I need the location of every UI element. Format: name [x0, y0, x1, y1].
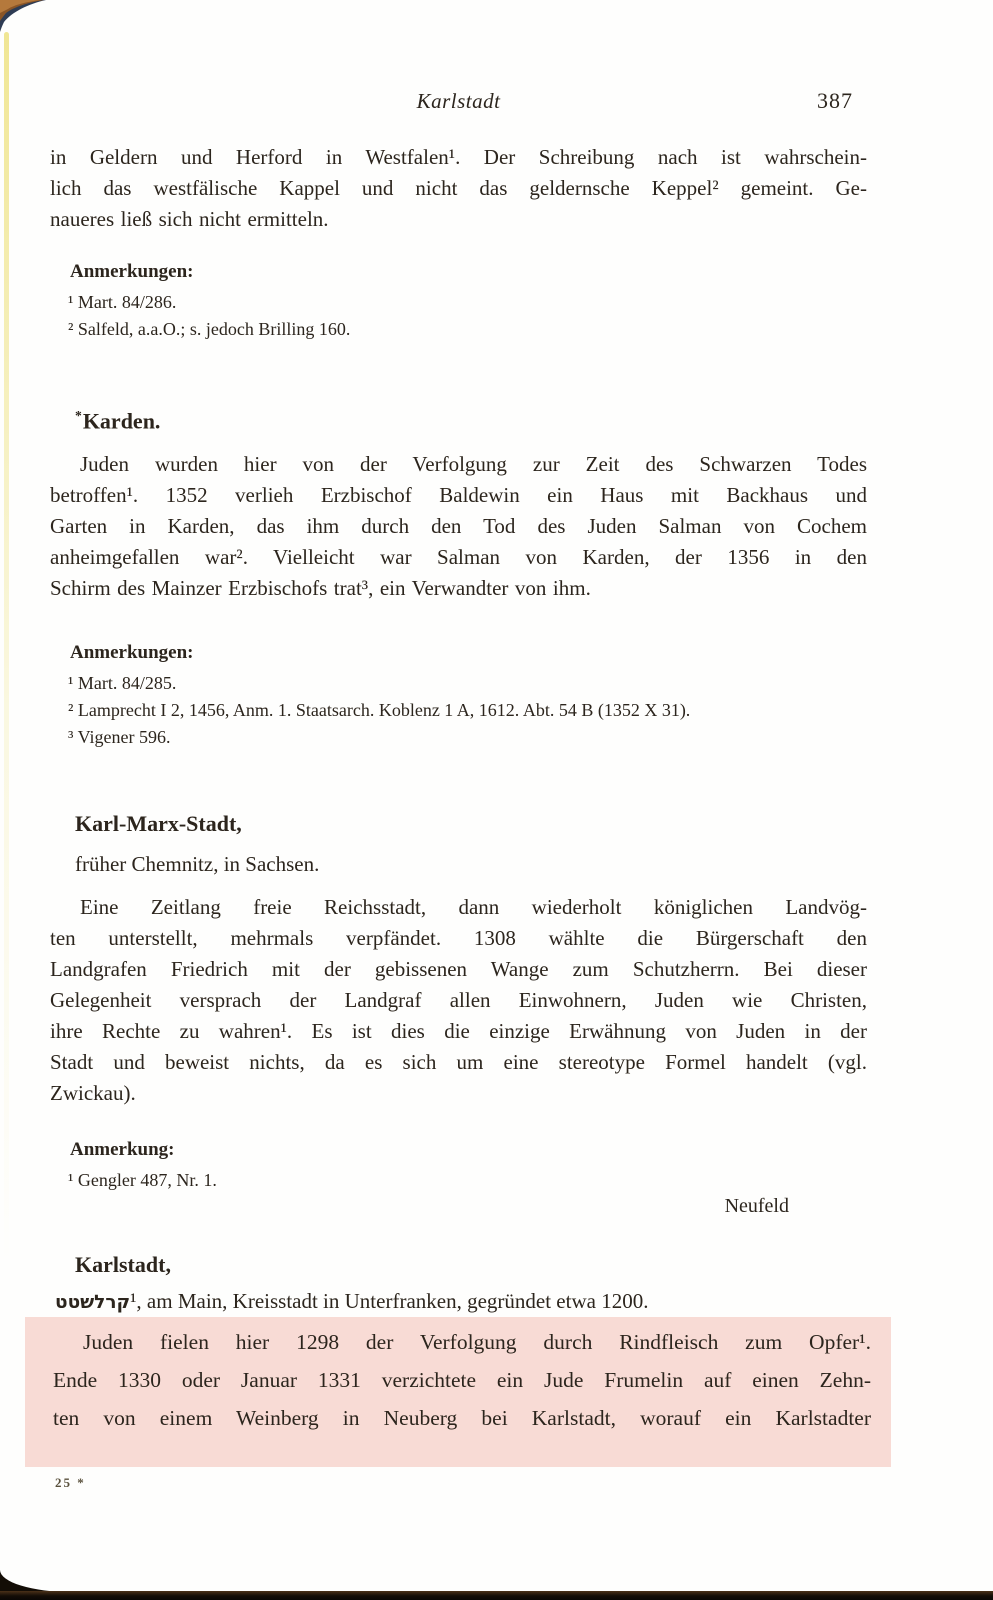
footnotes-kappel [50, 259, 867, 343]
text-line: Landgrafen Friedrich mit der gebissenen Wange zum Schutzherrn. Bei dieser [50, 957, 867, 982]
text-line: Ende 1330 oder Januar 1331 verzichtete ein Jude Frumelin auf einen Zehn- [53, 1368, 871, 1393]
text-line: ihre Rechte zu wahren¹. Es ist dies die einzige Erwähnung von Juden in der [50, 1019, 867, 1044]
paragraph-karl-marx-stadt [50, 892, 867, 1109]
text-line: in Geldern und Herford in Westfalen¹. Der Schreibung nach ist wahrschein- [50, 145, 867, 169]
text-line: Juden wurden hier von der Verfolgung zur Zeit des Schwarzen Todes [80, 452, 867, 477]
footnotes-heading: Anmerkungen: [70, 642, 194, 664]
section-heading-karden [50, 401, 867, 435]
footnote-list [50, 670, 867, 751]
page-number: 387 [817, 88, 853, 113]
text-line: Juden fielen hier 1298 der Verfolgung durch Rindfleisch zum Opfer¹. [83, 1330, 871, 1355]
footnotes-heading: Anmerkung: [70, 1139, 175, 1161]
section-heading-label: Karden. [82, 408, 161, 434]
text-line: ¹ Mart. 84/286. [68, 292, 177, 312]
hebrew-place-name: קרלשטט [55, 1292, 131, 1314]
author-signature: Neufeld [724, 1195, 789, 1218]
footnote-list [50, 1167, 867, 1194]
text-line: ² Lamprecht I 2, 1456, Anm. 1. Staatsarch. Koblenz 1 A, 1612. Abt. 54 B (1352 X 31). [68, 700, 691, 721]
section-subtitle: früher Chemnitz, in Sachsen. [75, 852, 320, 877]
footnotes-heading: Anmerkungen: [70, 261, 194, 282]
section-heading-karl-marx-stadt: Karl-Marx-Stadt, [75, 811, 242, 837]
running-header: Karlstadt [416, 89, 501, 113]
text-line: betroffen¹. 1352 verlieh Erzbischof Baldewin ein Haus mit Backhaus und [50, 483, 867, 508]
text-line: anheimgefallen war². Vielleicht war Salman von Karden, der 1356 in den [50, 545, 867, 570]
text-line: ¹ Mart. 84/285. [68, 673, 177, 694]
page-bottom-edge [0, 1591, 993, 1600]
text-line: Schirm des Mainzer Erzbischofs trat³, ein Verwandter von ihm. [50, 576, 591, 601]
text-line: Garten in Karden, das ihm durch den Tod des Juden Salman von Cochem [50, 514, 867, 539]
text-line: Gelegenheit versprach der Landgraf allen Einwohnern, Juden wie Christen, [50, 988, 867, 1013]
text-line: lich das westfälische Kappel und nicht das geldernsche Keppel² gemeint. Ge- [50, 176, 867, 200]
section-heading-karlstadt: Karlstadt, [75, 1252, 171, 1278]
text-line: Stadt und beweist nichts, da es sich um eine stereotype Formel handelt (vgl. [50, 1050, 867, 1075]
paragraph-kappel-continued [50, 142, 867, 235]
footnotes-karl-marx-stadt [50, 1137, 867, 1194]
text-line: Eine Zeitlang freie Reichsstadt, dann wiederholt königlichen Landvög- [80, 895, 867, 920]
karlstadt-intro-line [50, 1287, 867, 1317]
text-line: naueres ließ sich nicht ermitteln. [50, 207, 329, 231]
text-line: ten unterstellt, mehrmals verpfändet. 1308 wählte die Bürgerschaft den [50, 926, 867, 951]
text-line: ² Salfeld, a.a.O.; s. jedoch Brilling 160. [68, 319, 351, 339]
text-line: ¹ Gengler 487, Nr. 1. [68, 1170, 217, 1191]
asterisk-marker: * [75, 408, 83, 423]
signature-mark: 25 * [55, 1475, 86, 1491]
footnote-list [50, 289, 867, 343]
text-line: ten von einem Weinberg in Neuberg bei Karlstadt, worauf ein Karlstadter [53, 1406, 871, 1431]
intro-text: , am Main, Kreisstadt in Unterfranken, gegründet etwa 1200. [136, 1289, 649, 1314]
paragraph-karden [50, 449, 867, 604]
text-line: Zwickau). [50, 1081, 136, 1106]
highlighted-passage [25, 1317, 891, 1467]
footnotes-karden [50, 640, 867, 751]
text-line: ³ Vigener 596. [68, 727, 171, 748]
footnote-marker: ¹ [130, 1289, 137, 1314]
